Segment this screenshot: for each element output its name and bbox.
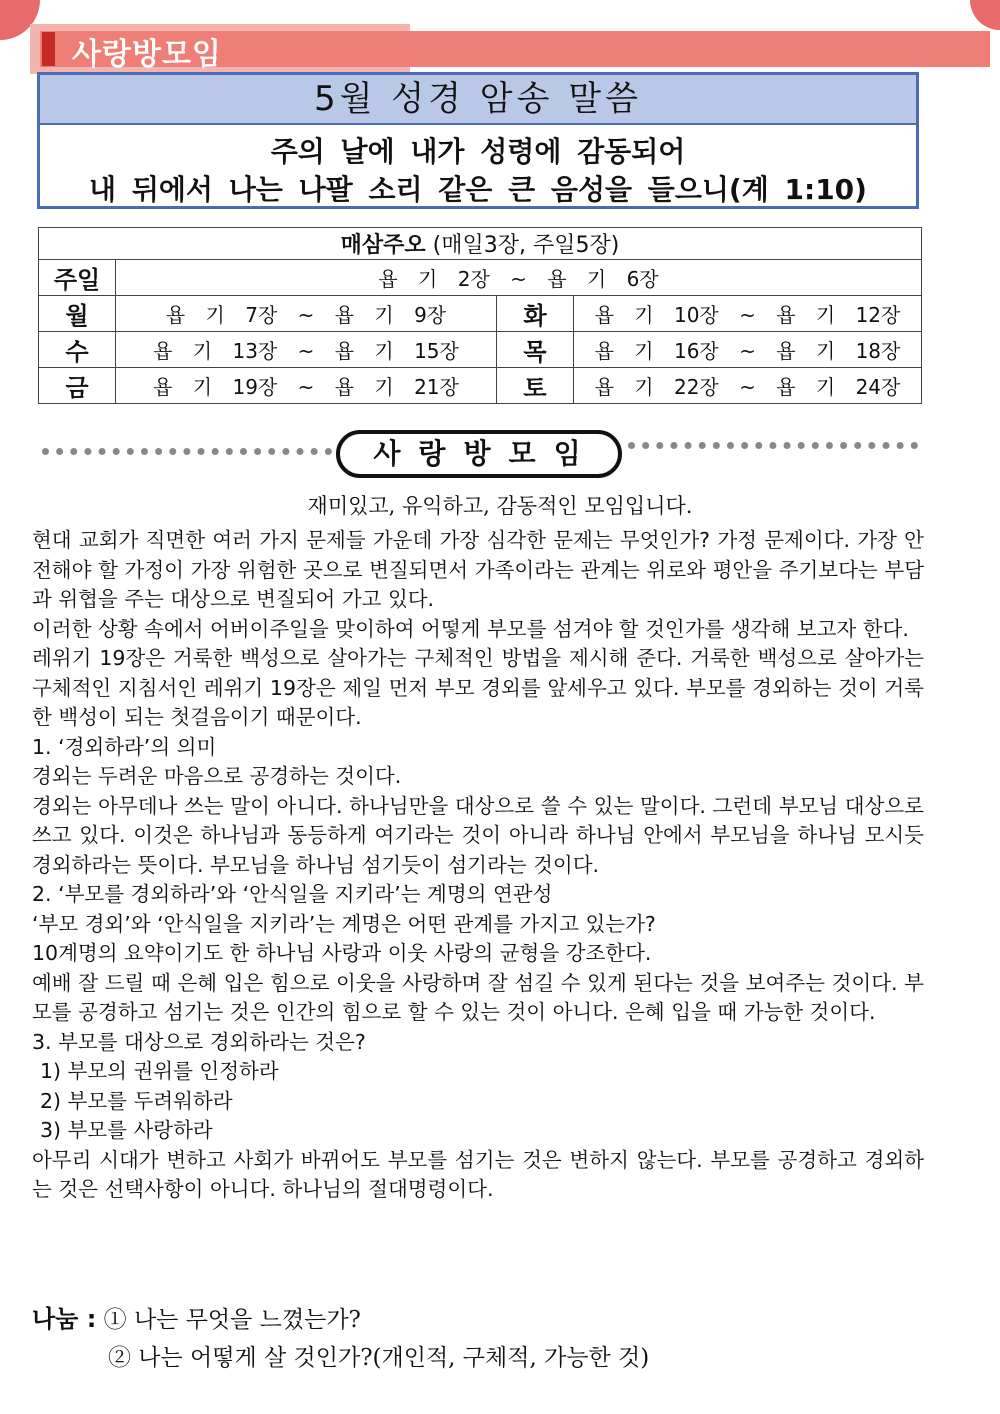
article-body bbox=[32, 526, 924, 1205]
schedule-header-title: 매삼주오 bbox=[340, 233, 426, 258]
banner-accent bbox=[42, 32, 55, 66]
sharing-line-1 bbox=[32, 1300, 649, 1339]
paragraph: 경외는 아무데나 쓰는 말이 아니다. 하나님만을 대상으로 쓸 수 있는 말이다. 그런데 부모님 대상으로 쓰고 있다. 이것은 하나님과 동등하게 여기라는 것이 아니라 하나님 안에서 부모님을 하나님 모시듯 경외하라는 뜻이다. 부모님을 하나님 섬기듯이 섬기라는 것이다. bbox=[32, 793, 924, 877]
schedule-range: 욥 기 16장 ~ 욥 기 18장 bbox=[574, 332, 922, 368]
schedule-row-sunday bbox=[39, 260, 922, 296]
paragraph: 이러한 상황 속에서 어버이주일을 맞이하여 어떻게 부모를 섬겨야 할 것인가를 생각해 보고자 한다. bbox=[32, 616, 909, 641]
paragraph: 현대 교회가 직면한 여러 가지 문제들 가운데 가장 심각한 문제는 무엇인가? 가정 문제이다. 가장 안전해야 할 가정이 가장 위험한 곳으로 변질되면서 가족이라는 관계는 위로와 평안을 주기보다는 부담과 위협을 주는 대상으로 변질되어 가고 있다. bbox=[32, 528, 924, 611]
schedule-header-row bbox=[39, 228, 922, 260]
schedule-range: 욥 기 22장 ~ 욥 기 24장 bbox=[574, 368, 922, 404]
sharing-question-1: ① 나는 무엇을 느꼈는가? bbox=[103, 1307, 361, 1333]
memory-verse-text bbox=[40, 125, 916, 209]
paragraph: 10계명의 요약이기도 한 하나님 사랑과 이웃 사랑의 균형을 강조한다. bbox=[32, 941, 652, 965]
schedule-range: 욥 기 10장 ~ 욥 기 12장 bbox=[574, 296, 922, 332]
list-item: 1) 부모의 권위를 인정하라 bbox=[40, 1059, 279, 1083]
schedule-day: 수 bbox=[39, 332, 116, 368]
subheading: 3. 부모를 대상으로 경외하라는 것은? bbox=[32, 1029, 366, 1054]
paragraph: ‘부모 경외’와 ‘안식일을 지키라’는 계명은 어떤 관계를 가지고 있는가? bbox=[32, 911, 656, 936]
memory-verse-line-2: 내 뒤에서 나는 나팔 소리 같은 큰 음성을 들으니(계 1:10) bbox=[89, 173, 867, 206]
schedule-day: 금 bbox=[39, 368, 116, 404]
schedule-row bbox=[39, 296, 922, 332]
corner-decoration-right bbox=[970, 0, 1000, 30]
dotted-divider-right bbox=[628, 442, 918, 449]
paragraph: 경외는 두려운 마음으로 공경하는 것이다. bbox=[32, 764, 402, 788]
schedule-header bbox=[39, 228, 922, 260]
schedule-row bbox=[39, 332, 922, 368]
banner-title: 사랑방모임 bbox=[72, 37, 222, 72]
memory-verse-line-1: 주의 날에 내가 성령에 감동되어 bbox=[270, 135, 686, 168]
dotted-divider-left bbox=[42, 448, 332, 455]
schedule-day: 월 bbox=[39, 296, 116, 332]
schedule-day: 목 bbox=[497, 332, 574, 368]
schedule-day: 주일 bbox=[39, 260, 116, 296]
list-item: 2) 부모를 두려워하라 bbox=[40, 1088, 233, 1113]
sharing-section bbox=[32, 1300, 649, 1377]
section-tagline: 재미있고, 유익하고, 감동적인 모임입니다. bbox=[307, 494, 693, 518]
schedule-header-note: (매일3장, 주일5장) bbox=[425, 233, 620, 258]
memory-verse-heading: 5월 성경 암송 말씀 bbox=[40, 75, 916, 125]
subheading: 2. ‘부모를 경외하라’와 ‘안식일을 지키라’는 계명의 연관성 bbox=[32, 882, 553, 906]
schedule-day: 화 bbox=[497, 296, 574, 332]
memory-verse-box bbox=[37, 72, 919, 209]
paragraph: 레위기 19장은 거룩한 백성으로 살아가는 구체적인 방법을 제시해 준다. 거룩한 백성으로 살아가는 구체적인 지침서인 레위기 19장은 제일 먼저 부모 경외를 앞세우고 있다. 부모를 경외하는 것이 거룩한 백성이 되는 첫걸음이기 때문이다. bbox=[32, 646, 924, 729]
schedule-row bbox=[39, 368, 922, 404]
schedule-range: 욥 기 2장 ~ 욥 기 6장 bbox=[116, 260, 922, 296]
reading-schedule-table bbox=[38, 227, 922, 404]
section-title-pill: 사랑방모임 bbox=[336, 430, 622, 478]
schedule-range: 욥 기 7장 ~ 욥 기 9장 bbox=[116, 296, 497, 332]
paragraph: 예배 잘 드릴 때 은혜 입은 힘으로 이웃을 사랑하며 잘 섬길 수 있게 된다는 것을 보여주는 것이다. 부모를 공경하고 섬기는 것은 인간의 힘으로 할 수 있는 것이 아니다. 은혜 입을 때 가능한 것이다. bbox=[32, 970, 924, 1024]
subheading: 1. ‘경외하라’의 의미 bbox=[32, 734, 217, 759]
list-item: 3) 부모를 사랑하라 bbox=[40, 1118, 213, 1142]
schedule-range: 욥 기 13장 ~ 욥 기 15장 bbox=[116, 332, 497, 368]
sharing-label: 나눔 : bbox=[32, 1305, 97, 1333]
schedule-day: 토 bbox=[497, 368, 574, 404]
paragraph: 아무리 시대가 변하고 사회가 바뀌어도 부모를 섬기는 것은 변하지 않는다. 부모를 공경하고 경외하는 것은 선택사항이 아니다. 하나님의 절대명령이다. bbox=[32, 1147, 924, 1201]
schedule-range: 욥 기 19장 ~ 욥 기 21장 bbox=[116, 368, 497, 404]
sharing-question-2: ② 나는 어떻게 살 것인가?(개인적, 구체적, 가능한 것) bbox=[108, 1345, 650, 1371]
